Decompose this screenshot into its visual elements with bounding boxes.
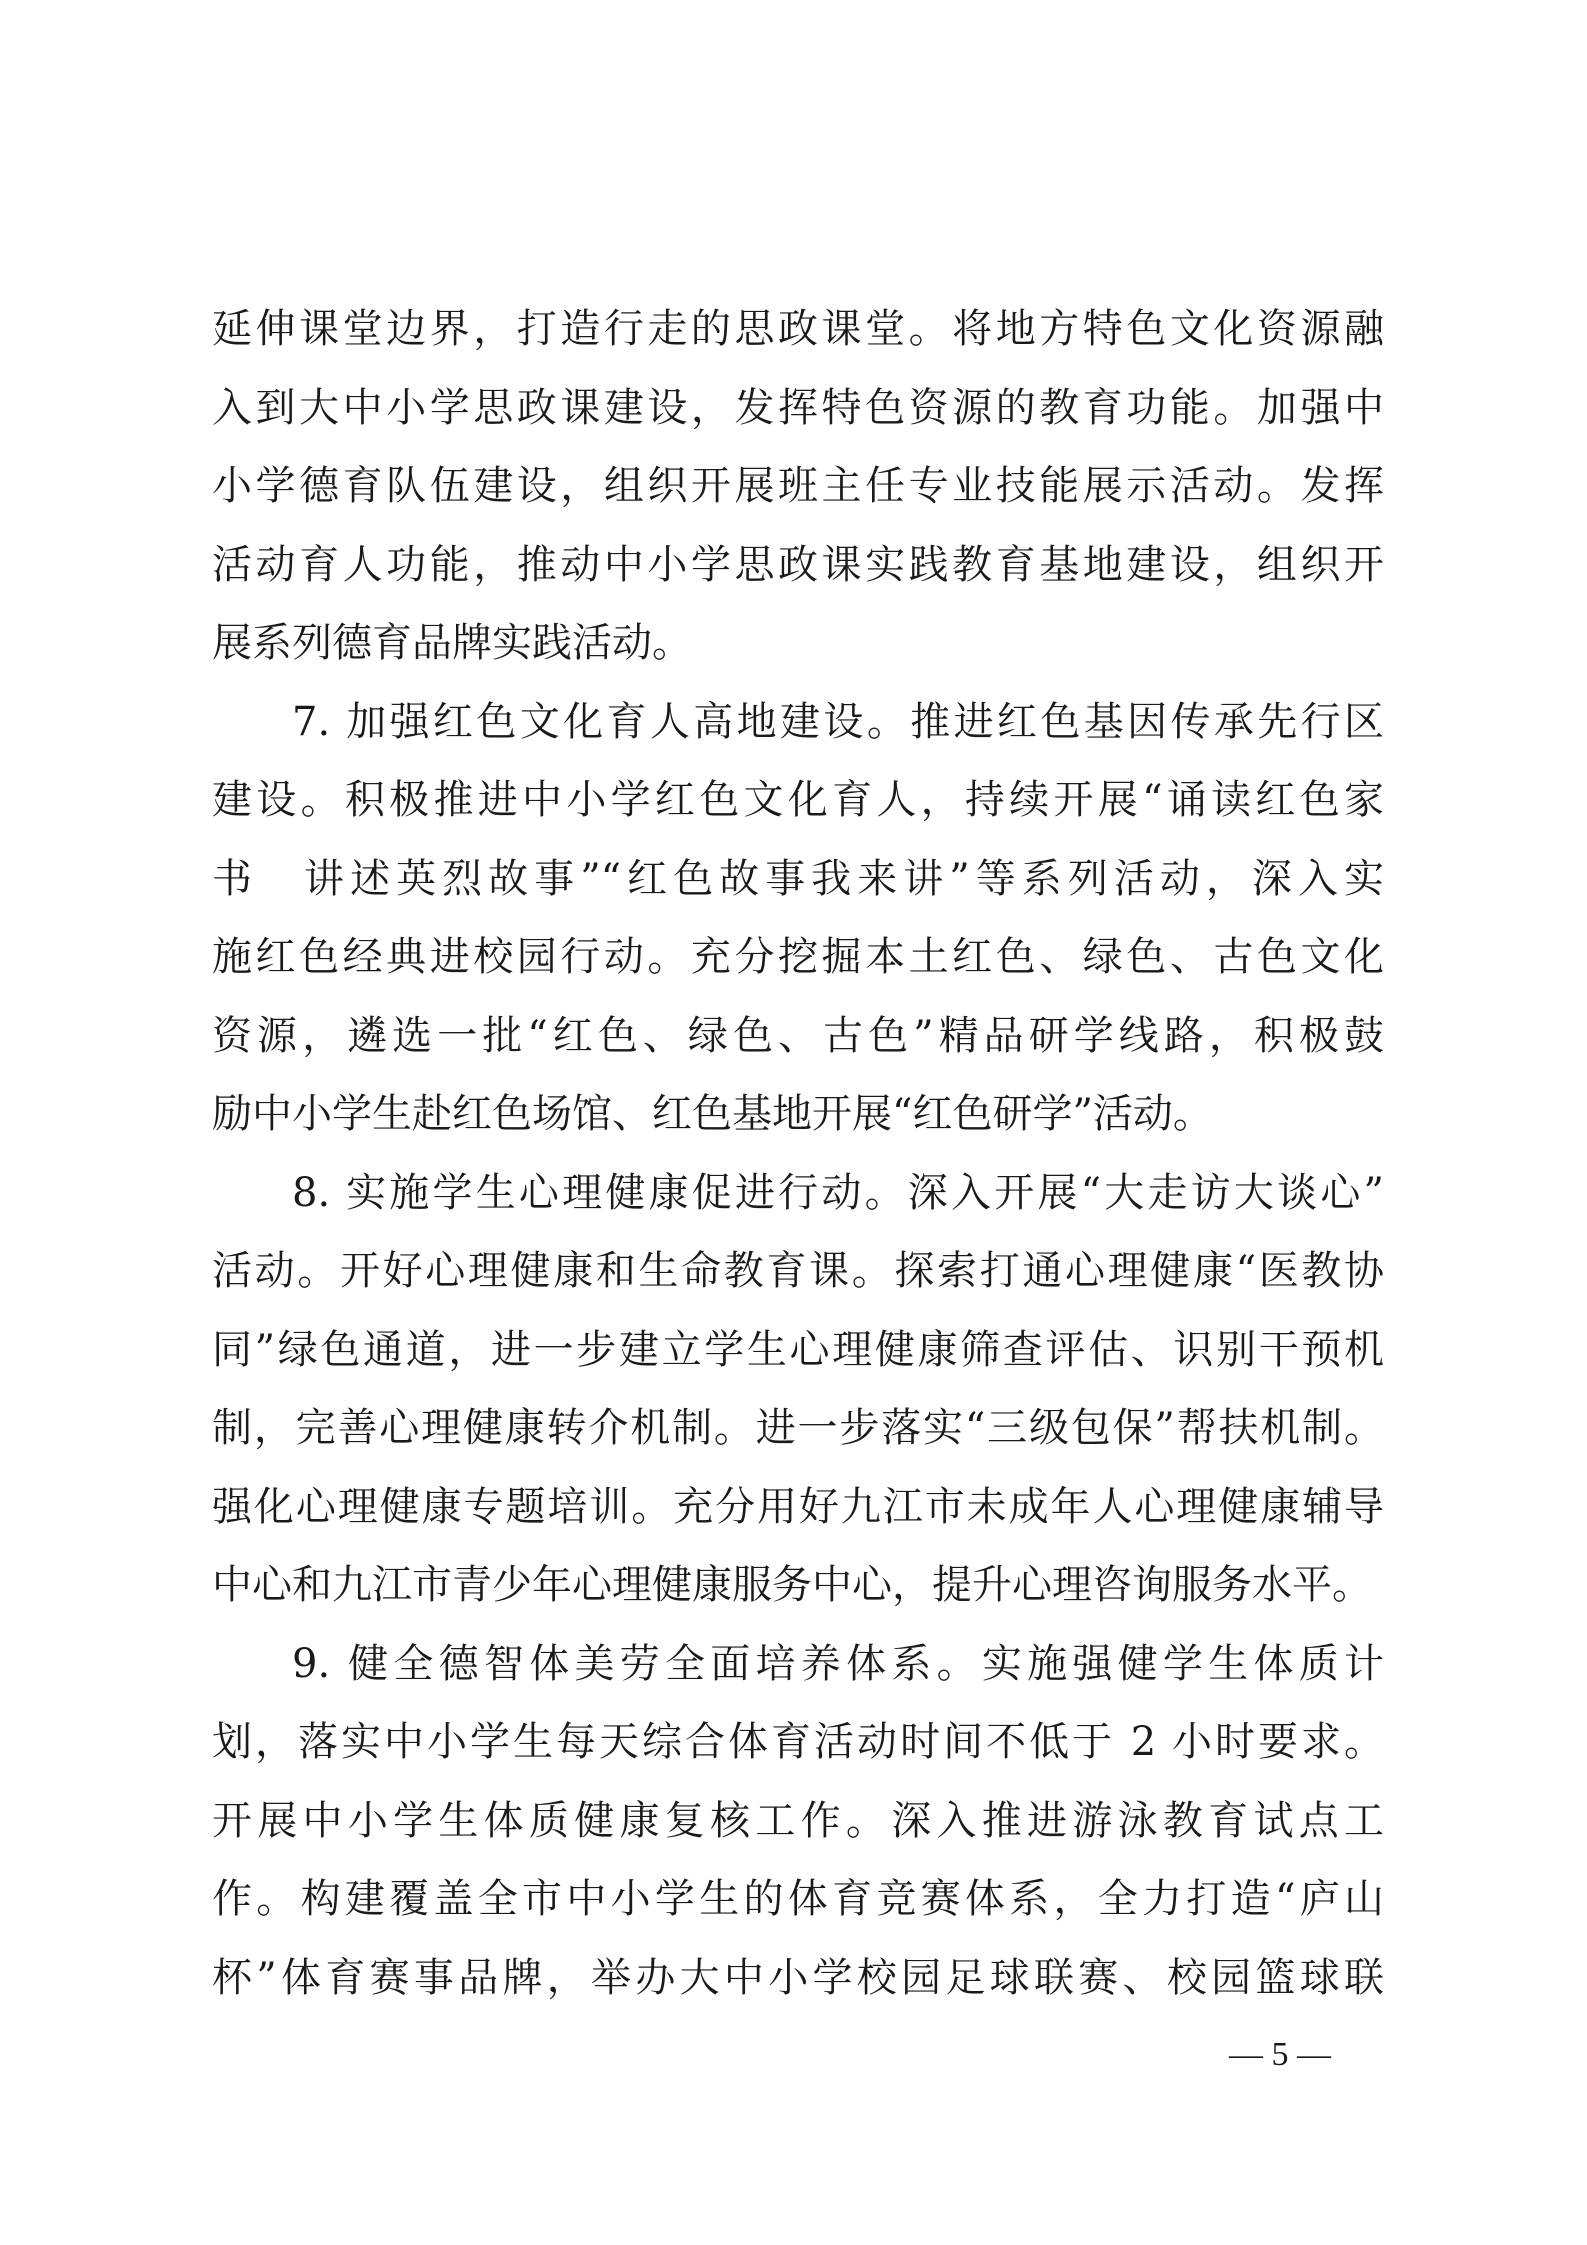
text-line: 书 讲述英烈故事”“红色故事我来讲”等系列活动，深入实 [212, 855, 1384, 902]
text-line: 杯”体育赛事品牌，举办大中小学校园足球联赛、校园篮球联 [212, 1954, 1384, 2001]
text-line: 入到大中小学思政课建设，发挥特色资源的教育功能。加强中 [212, 384, 1384, 431]
text-line: 活动育人功能，推动中小学思政课实践教育基地建设，组织开 [212, 541, 1384, 588]
text-line: 小学德育队伍建设，组织开展班主任专业技能展示活动。发挥 [212, 463, 1384, 509]
text-line: 施红色经典进校园行动。充分挖掘本土红色、绿色、古色文化 [212, 934, 1384, 980]
text-line: 展系列德育品牌实践活动。 [212, 620, 692, 666]
text-line: 建设。积极推进中小学红色文化育人，持续开展“诵读红色家 [212, 777, 1384, 823]
text-line: 活动。开好心理健康和生命教育课。探索打通心理健康“医教协 [212, 1248, 1384, 1294]
text-line: 强化心理健康专题培训。充分用好九江市未成年人心理健康辅导 [212, 1483, 1384, 1530]
text-line: 延伸课堂边界，打造行走的思政课堂。将地方特色文化资源融 [212, 306, 1384, 352]
page-number: — 5 — [1229, 2036, 1331, 2073]
text-line: 制，完善心理健康转介机制。进一步落实“三级包保”帮扶机制。 [212, 1405, 1384, 1451]
text-line: 划，落实中小学生每天综合体育活动时间不低于 2 小时要求。 [212, 1719, 1384, 1765]
text-line: 中心和九江市青少年心理健康服务中心，提升心理咨询服务水平。 [212, 1562, 1372, 1608]
paragraph-7-start: 7. 加强红色文化育人高地建设。推进红色基因传承先行区 [292, 698, 1384, 745]
text-line: 励中小学生赴红色场馆、红色基地开展“红色研学”活动。 [212, 1091, 1213, 1137]
paragraph-9-start: 9. 健全德智体美劳全面培养体系。实施强健学生体质计 [292, 1640, 1384, 1687]
text-line: 资源，遴选一批“红色、绿色、古色”精品研学线路，积极鼓 [212, 1012, 1384, 1059]
paragraph-8-start: 8. 实施学生心理健康促进行动。深入开展“大走访大谈心” [292, 1169, 1384, 1216]
text-line: 作。构建覆盖全市中小学生的体育竞赛体系，全力打造“庐山 [212, 1876, 1384, 1922]
text-line: 开展中小学生体质健康复核工作。深入推进游泳教育试点工 [212, 1797, 1384, 1844]
body-text [212, 290, 1384, 2017]
text-line: 同”绿色通道，进一步建立学生心理健康筛查评估、识别干预机 [212, 1326, 1384, 1373]
